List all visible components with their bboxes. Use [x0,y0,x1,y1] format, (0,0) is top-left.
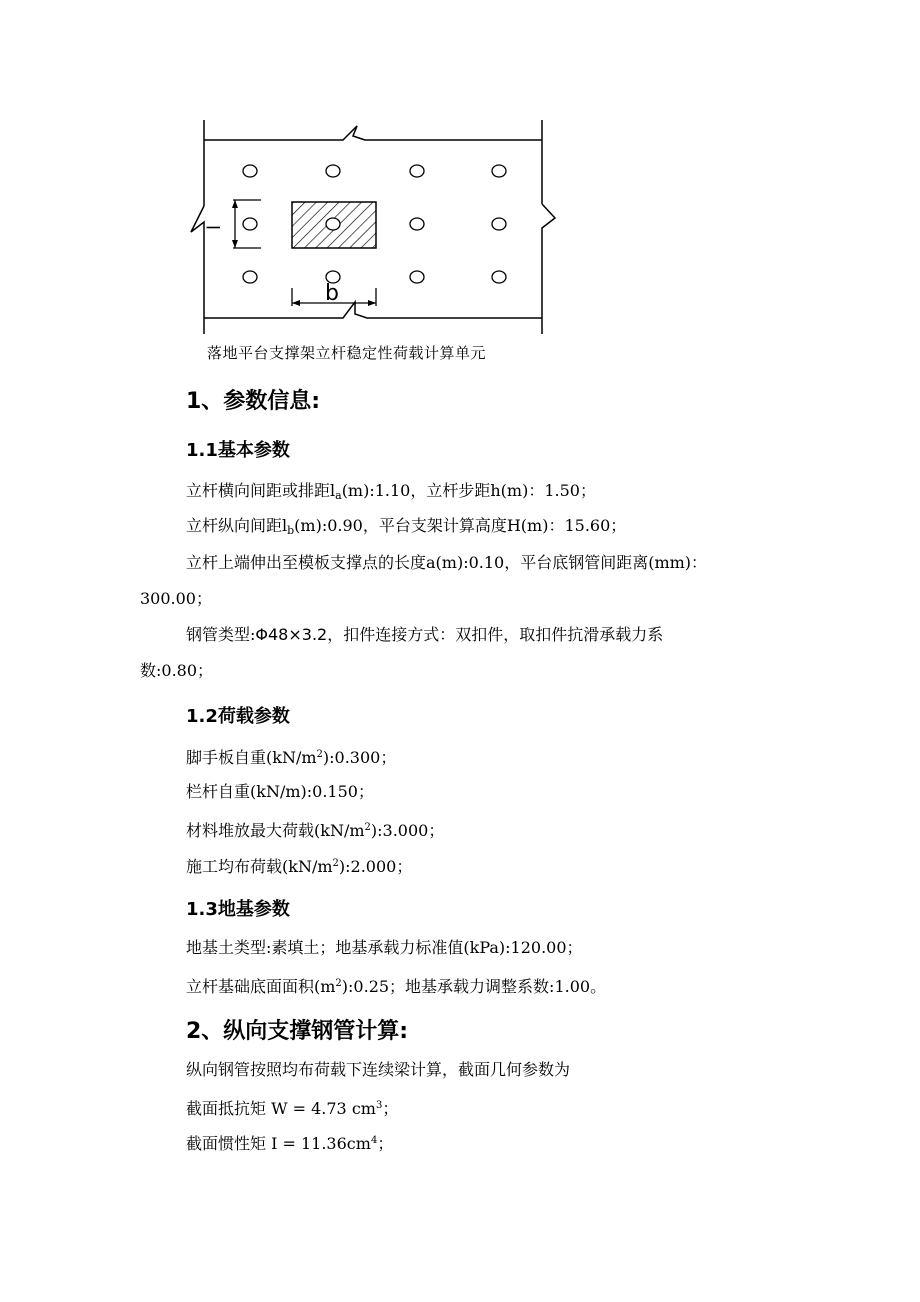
basic-param-line-1: 立杆横向间距或排距$l_a(m):1.10$，立杆步距h(m)：1.50； [186,481,596,502]
dimension-label-l: l [204,224,225,230]
pole-circle [492,271,506,283]
subsection-load-params-title: 1.2荷载参数 [186,706,290,727]
pole-circle [410,218,424,230]
support-frame-diagram [185,118,565,378]
section1-title: 1、参数信息: [186,389,321,414]
load-param-line-4: 施工均布荷载$(kN/m^2):2.000$； [186,857,413,876]
pole-circle [326,165,340,177]
figure-caption: 落地平台支撑架立杆稳定性荷载计算单元 [207,344,487,362]
basic-param-line-4-cont: 数:0.80； [140,661,214,680]
basic-param-line-2: 立杆纵向间距$l_b(m):0.90$，平台支架计算高度H(m)：15.60； [186,516,627,537]
load-param-line-1: 脚手板自重$(kN/m^2):0.300$； [186,748,397,767]
section2-line-1: 纵向钢管按照均布荷载下连续梁计算，截面几何参数为 [186,1060,571,1079]
pole-circle [243,271,257,283]
subsection-foundation-params-title: 1.3地基参数 [186,899,290,920]
foundation-param-line-1: 地基土类型:素填土；地基承载力标准值(kPa):120.00； [186,938,583,957]
pole-circle [243,165,257,177]
diagram-svg [185,118,565,348]
basic-param-line-4: 钢管类型:Φ48×3.2，扣件连接方式：双扣件，取扣件抗滑承载力系 [186,625,664,644]
load-param-line-2: 栏杆自重(kN/m):0.150； [186,782,374,801]
pole-circle [410,165,424,177]
section2-line-2: 截面抵抗矩 W = 4.73 $cm^3$； [186,1099,399,1118]
load-param-line-3: 材料堆放最大荷载$(kN/m^2):3.000$； [186,821,445,840]
pole-circle [243,218,257,230]
basic-param-line-3-cont: 300.00； [140,589,212,608]
pole-circle [492,165,506,177]
pole-circle [410,271,424,283]
dimension-label-b: b [325,281,339,306]
section2-title: 2、纵向支撑钢管计算: [186,1019,409,1044]
section2-line-3: 截面惯性矩 $I = 11.36cm^4$； [186,1134,394,1153]
pole-circle [492,218,506,230]
pole-circle [326,218,340,230]
basic-param-line-3: 立杆上端伸出至模板支撑点的长度a(m):0.10，平台底钢管间距离(mm)： [186,553,708,572]
subsection-basic-params-title: 1.1基本参数 [186,440,290,461]
foundation-param-line-2: 立杆基础底面面积$(m^2):0.25$；地基承载力调整系数:1.00。 [186,977,607,996]
